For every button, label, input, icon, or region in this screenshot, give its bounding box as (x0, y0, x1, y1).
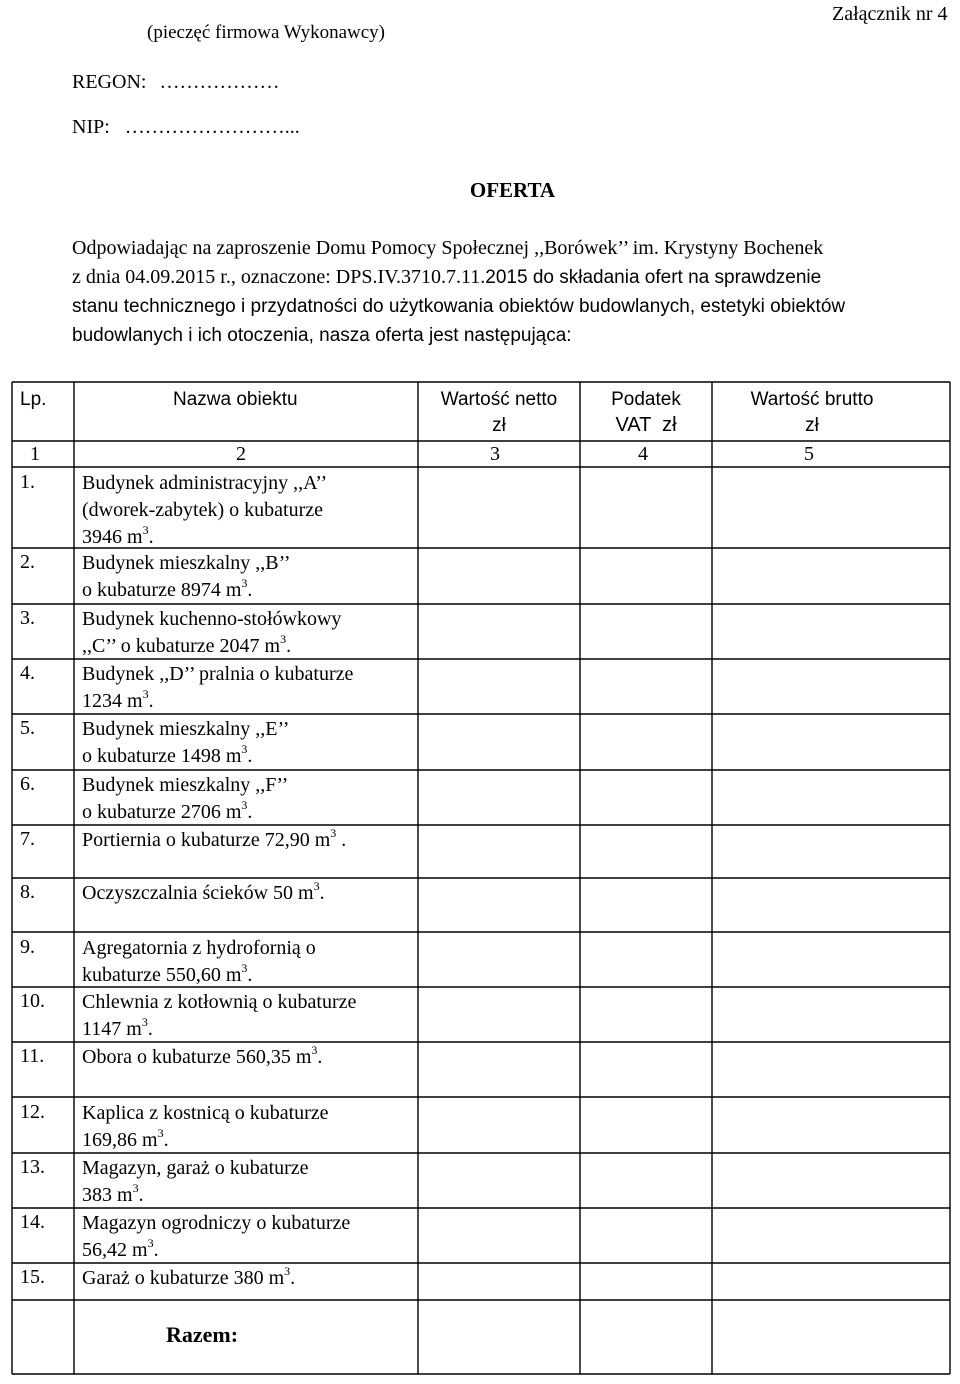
object-name-text: Obora o kubaturze 560,35 m (82, 1046, 312, 1068)
table-row (82, 1265, 295, 1292)
object-name-text: 3946 m (82, 526, 143, 548)
column-header-netto: Wartość netto (440, 389, 558, 410)
object-name-line (82, 989, 356, 1016)
object-name-text: 1234 m (82, 690, 143, 712)
object-name-text: Budynek mieszkalny ,,B’’ (82, 552, 291, 574)
object-name-end: . (286, 635, 292, 657)
object-name-line (82, 1016, 356, 1043)
object-name-text: 169,86 m (82, 1129, 158, 1151)
cubic-superscript: 3 (284, 1264, 291, 1278)
object-name-line (82, 1127, 329, 1154)
object-name-line (82, 827, 346, 854)
intro-line-3: stanu technicznego i przydatności do użytkowania obiektów budowlanych, estetyki obiektów (72, 296, 846, 317)
table-row (82, 661, 353, 715)
annex-label: Załącznik nr 4 (832, 3, 948, 25)
object-name-text: Chlewnia z kotłownią o kubaturze (82, 991, 357, 1013)
cubic-superscript: 3 (313, 879, 320, 893)
object-name-text: Garaż o kubaturze 380 m (82, 1267, 285, 1289)
table-row (82, 1155, 309, 1209)
object-name-end: . (317, 1046, 323, 1068)
table-row (82, 827, 346, 854)
object-name-end: . (247, 801, 253, 823)
table-row (82, 1210, 350, 1264)
column-number-2: 2 (236, 443, 246, 465)
row-number: 2. (20, 551, 35, 573)
row-number: 1. (20, 471, 35, 493)
object-name-text: Portiernia o kubaturze 72,90 m (82, 829, 331, 851)
row-number: 3. (20, 607, 35, 629)
row-number: 7. (20, 828, 35, 850)
object-name-line (82, 524, 327, 551)
cubic-superscript: 3 (330, 826, 337, 840)
object-name-text: Budynek mieszkalny ,,F’’ (82, 774, 289, 796)
column-header-lp: Lp. (20, 389, 47, 410)
column-header-brutto: Wartość brutto (750, 389, 874, 410)
row-number: 12. (20, 1101, 45, 1123)
row-number: 6. (20, 773, 35, 795)
table-row (82, 880, 325, 907)
column-header-name: Nazwa obiektu (173, 389, 298, 410)
sum-label: Razem: (166, 1322, 239, 1347)
object-name-line (82, 661, 353, 688)
row-number: 13. (20, 1156, 45, 1178)
object-name-line (82, 577, 290, 604)
object-name-text: ,,C’’ o kubaturze 2047 m (82, 635, 281, 657)
object-name-end: . (153, 1239, 159, 1261)
object-name-line (82, 1182, 309, 1209)
object-name-line (82, 1210, 350, 1237)
object-name-end: . (319, 882, 325, 904)
cubic-superscript: 3 (132, 1181, 139, 1195)
cubic-superscript: 3 (241, 742, 248, 756)
object-name-line (82, 497, 327, 524)
object-name-end: . (148, 526, 154, 548)
column-number-4: 4 (638, 443, 648, 465)
table-row (82, 1100, 329, 1154)
document-title: OFERTA (469, 178, 556, 202)
object-name-text: 1147 m (82, 1018, 142, 1040)
object-name-end: . (147, 1018, 153, 1040)
object-name-end: . (247, 579, 253, 601)
object-name-line (82, 716, 289, 743)
cubic-superscript: 3 (141, 1015, 148, 1029)
object-name-text: kubaturze 550,60 m (82, 964, 242, 986)
object-name-line (82, 1100, 329, 1127)
object-name-line (82, 799, 288, 826)
column-header-vat: Podatek (611, 389, 681, 410)
object-name-end: . (163, 1129, 169, 1151)
object-name-text: Agregatornia z hydrofornią o (82, 937, 316, 959)
company-stamp-label: (pieczęć firmowa Wykonawcy) (147, 22, 386, 43)
object-name-text: Magazyn, garaż o kubaturze (82, 1157, 309, 1179)
object-name-text: o kubaturze 8974 m (82, 579, 242, 601)
object-name-line (82, 1155, 309, 1182)
object-name-text: 56,42 m (82, 1239, 148, 1261)
cubic-superscript: 3 (142, 687, 149, 701)
object-name-line (82, 606, 341, 633)
object-name-line (82, 550, 290, 577)
table-row (82, 989, 356, 1043)
object-name-line (82, 962, 316, 989)
column-number-3: 3 (490, 443, 500, 465)
object-name-text: o kubaturze 1498 m (82, 745, 242, 767)
object-name-end: . (247, 745, 253, 767)
table-row (82, 716, 289, 770)
object-name-end: . (336, 829, 347, 851)
column-number-5: 5 (804, 443, 814, 465)
object-name-end: . (247, 964, 253, 986)
cubic-superscript: 3 (241, 576, 248, 590)
cubic-superscript: 3 (241, 961, 248, 975)
object-name-line (82, 772, 288, 799)
object-name-text: Budynek ,,D’’ pralnia o kubaturze (82, 663, 354, 685)
object-name-line (82, 1044, 322, 1071)
row-number: 4. (20, 662, 35, 684)
object-name-text: Budynek mieszkalny ,,E’’ (82, 718, 290, 740)
object-name-text: Kaplica z kostnicą o kubaturze (82, 1102, 329, 1124)
cubic-superscript: 3 (241, 798, 248, 812)
row-number: 14. (20, 1211, 45, 1233)
intro-line-4: budowlanych i ich otoczenia, nasza oferta jest następująca: (72, 325, 572, 346)
cubic-superscript: 3 (157, 1126, 164, 1140)
regon-label: REGON: (72, 71, 147, 93)
row-number: 5. (20, 717, 35, 739)
object-name-line (82, 688, 353, 715)
intro-line-1: Odpowiadając na zaproszenie Domu Pomocy Społecznej ,,Borówek’’ im. Krystyny Bochenek (72, 237, 824, 259)
column-header-brutto-unit: zł (805, 415, 819, 436)
object-name-text: Magazyn ogrodniczy o kubaturze (82, 1212, 351, 1234)
table-row (82, 1044, 322, 1071)
object-name-text: (dworek-zabytek) o kubaturze (82, 499, 323, 521)
object-name-end: . (138, 1184, 144, 1206)
cubic-superscript: 3 (280, 632, 287, 646)
column-number-1: 1 (30, 443, 40, 465)
object-name-line (82, 470, 327, 497)
intro-line-2-rest: 2015 do składania ofert na sprawdzenie (485, 267, 822, 288)
object-name-text: o kubaturze 2706 m (82, 801, 242, 823)
object-name-line (82, 880, 325, 907)
row-number: 9. (20, 936, 35, 958)
object-name-line (82, 743, 289, 770)
cubic-superscript: 3 (311, 1043, 318, 1057)
object-name-text: Budynek administracyjny ,,A’’ (82, 472, 328, 494)
column-header-netto-unit: zł (492, 415, 506, 436)
cubic-superscript: 3 (142, 523, 149, 537)
object-name-line (82, 935, 316, 962)
table-row (82, 935, 316, 989)
table-row (82, 772, 288, 826)
object-name-end: . (148, 690, 154, 712)
table-row (82, 470, 327, 551)
object-name-line (82, 1237, 350, 1264)
regon-placeholder: ……………… (159, 71, 280, 93)
table-row (82, 550, 290, 604)
object-name-line (82, 1265, 295, 1292)
nip-label: NIP: (72, 116, 110, 138)
column-header-vat-unit: VAT zł (615, 414, 677, 436)
object-name-text: 383 m (82, 1184, 133, 1206)
row-number: 15. (20, 1266, 45, 1288)
object-name-text: Budynek kuchenno-stołówkowy (82, 608, 342, 630)
row-number: 11. (20, 1045, 45, 1067)
table-row (82, 606, 341, 660)
object-name-line (82, 633, 341, 660)
intro-line-2-ref: z dnia 04.09.2015 r., oznaczone: DPS.IV.3710.7.11. (72, 266, 486, 288)
object-name-text: Oczyszczalnia ścieków 50 m (82, 882, 314, 904)
cubic-superscript: 3 (147, 1236, 154, 1250)
row-number: 10. (20, 990, 45, 1012)
nip-placeholder: ……………………... (124, 116, 300, 138)
object-name-end: . (290, 1267, 296, 1289)
row-number: 8. (20, 881, 35, 903)
